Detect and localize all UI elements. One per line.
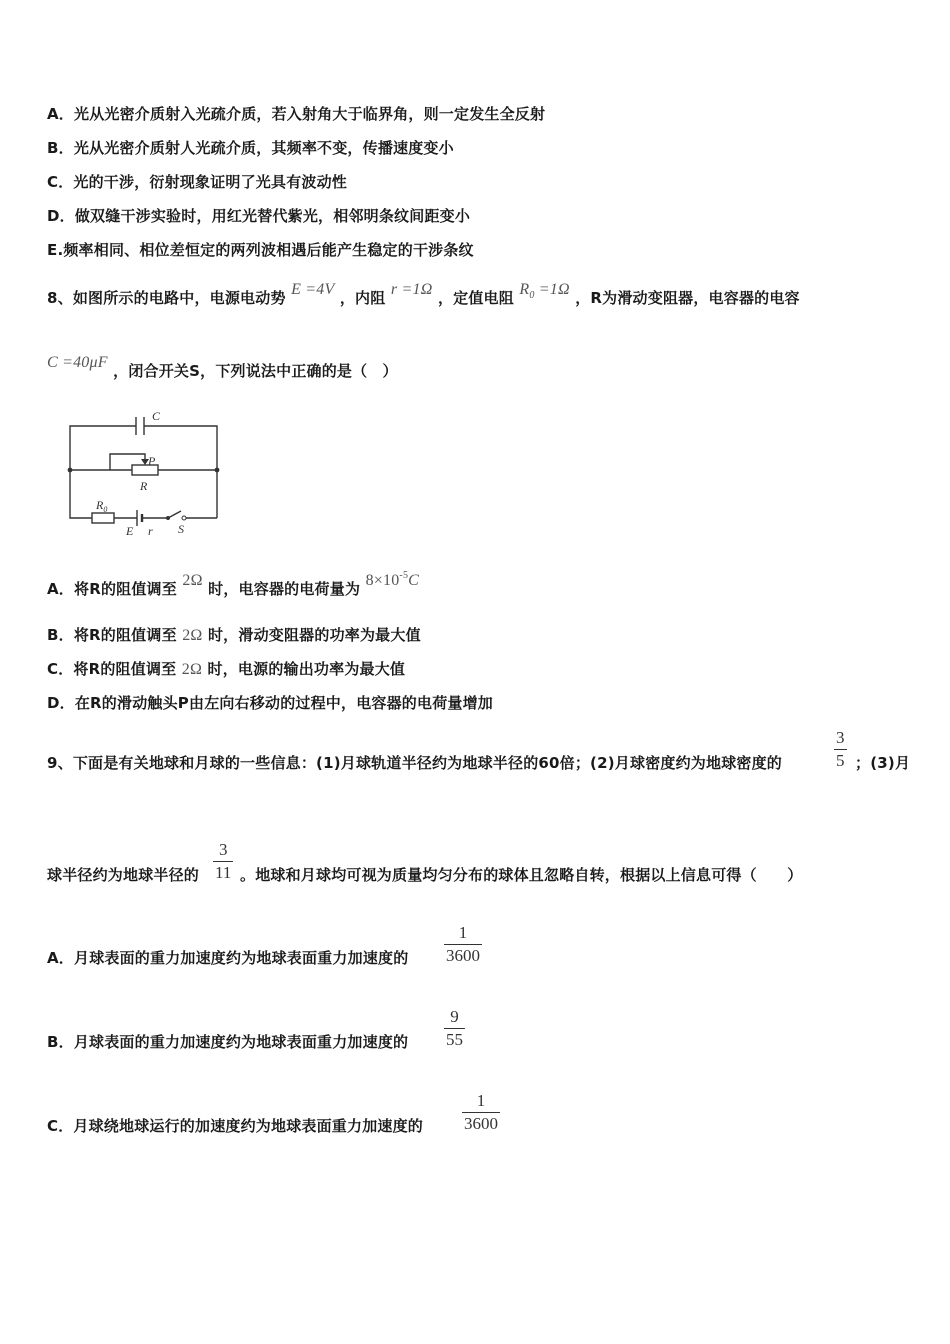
switch-pivot (166, 516, 170, 520)
q9-fraction-density: 3 5 (836, 728, 845, 770)
q9-option-b: B．月球表面的重力加速度约为地球表面重力加速度的 (47, 1033, 409, 1051)
q9-option-a-fraction: 1 3600 (446, 923, 480, 965)
q9-stem-line2-start: 球半径约为地球半径的 (47, 866, 200, 884)
label-r-internal: r (148, 524, 153, 536)
q8-r0-formula: $R_0 =1\Omega$ (519, 281, 570, 301)
label-e: E (126, 524, 134, 536)
label-p: P (148, 454, 156, 468)
q8-emf-formula: E =4V (291, 281, 335, 298)
q8-option-c-text-2: 时，电源的输出功率为最大值 (207, 660, 406, 678)
r0-resistor (92, 513, 114, 523)
junction-right (215, 468, 220, 473)
q8-option-b (47, 624, 421, 645)
q8-option-b-resistance: 2Ω (182, 627, 203, 644)
wire-bottom-left (70, 470, 92, 518)
q8-stem-line2 (47, 354, 398, 381)
q9-stem-line1-end: ；(3)月 (855, 754, 911, 772)
q8-option-b-text-1: B．将R的阻值调至 (47, 626, 177, 644)
label-r0: $R_0$ (96, 498, 108, 514)
q9-option-c: C．月球绕地球运行的加速度约为地球表面重力加速度的 (47, 1117, 424, 1135)
q8-option-a-charge: $8\times 10^{-5}C$ (365, 570, 420, 589)
q7-option-d: D．做双缝干涉实验时，用红光替代紫光，相邻明条纹间距变小 (47, 207, 471, 225)
junction-left (68, 468, 73, 473)
q8-stem-text-3: ，定值电阻 (437, 289, 514, 307)
q7-option-c: C．光的干涉，衍射现象证明了光具有波动性 (47, 173, 348, 191)
q7-option-e: E.频率相同、相位差恒定的两列波相遇后能产生稳定的干涉条纹 (47, 241, 474, 259)
q9-stem-line1: 9、下面是有关地球和月球的一些信息：(1)月球轨道半径约为地球半径的60倍；(2)月球密度约为地球密度的 (47, 754, 783, 772)
q7-option-b: B．光从光密介质射人光疏介质，其频率不变，传播速度变小 (47, 139, 454, 157)
q8-stem-text-2: ，内阻 (339, 289, 386, 307)
q8-option-a (47, 570, 420, 599)
circuit-diagram (60, 404, 230, 536)
q8-option-d: D．在R的滑动触头P由左向右移动的过程中，电容器的电荷量增加 (47, 694, 493, 712)
label-s: S (178, 522, 184, 536)
q8-stem-text-4: ，R为滑动变阻器，电容器的电容 (575, 289, 800, 307)
q8-internal-resistance-formula: r =1Ω (390, 281, 433, 298)
q7-option-a: A．光从光密介质射入光疏介质，若入射角大于临界角，则一定发生全反射 (47, 105, 546, 123)
q8-option-a-text-2: 时，电容器的电荷量为 (208, 580, 361, 598)
q9-stem-line2-end: 。地球和月球均可视为质量均匀分布的球体且忽略自转，根据以上信息可得（ ） (240, 866, 803, 884)
q8-capacitance-formula: C =40μF (47, 354, 108, 371)
q8-option-a-text-1: A．将R的阻值调至 (47, 580, 177, 598)
q9-option-a: A．月球表面的重力加速度约为地球表面重力加速度的 (47, 949, 409, 967)
label-r: R (140, 479, 148, 493)
q9-option-c-fraction: 1 3600 (464, 1091, 498, 1133)
q8-stem-text-5: ，闭合开关S，下列说法中正确的是（ ） (113, 362, 398, 380)
q8-option-b-text-2: 时，滑动变阻器的功率为最大值 (207, 626, 421, 644)
wire-top-left (70, 426, 136, 470)
q8-stem-line1 (47, 281, 800, 308)
q9-option-b-fraction: 9 55 (446, 1007, 463, 1049)
q8-option-c (47, 658, 405, 679)
slider-wire (110, 454, 145, 470)
q8-option-c-resistance: 2Ω (181, 661, 203, 678)
switch-contact (182, 516, 186, 520)
switch-blade (168, 511, 181, 518)
q8-option-c-text-1: C．将R的阻值调至 (47, 660, 177, 678)
q8-stem-text-1: 8、如图所示的电路中，电源电动势 (47, 289, 286, 307)
q8-option-a-resistance: 2Ω (182, 572, 203, 589)
label-c: C (152, 409, 161, 423)
q9-fraction-radius: 3 11 (215, 840, 232, 882)
